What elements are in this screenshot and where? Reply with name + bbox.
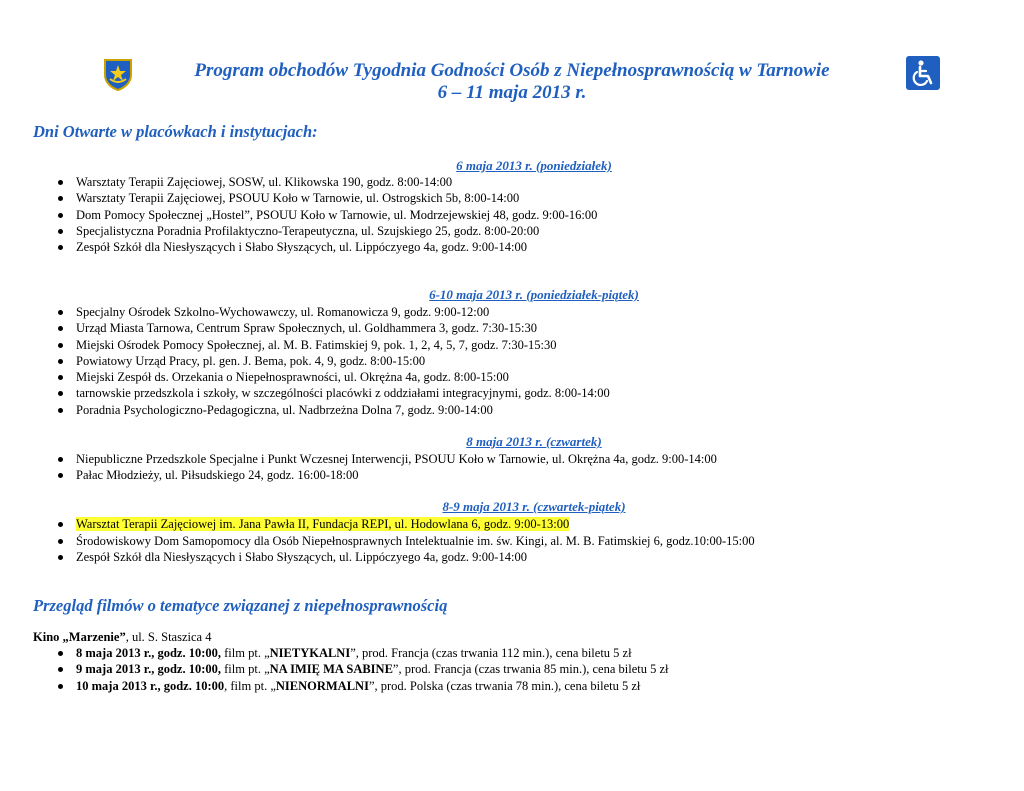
list-item: tarnowskie przedszkola i szkoły, w szczególności placówki z oddziałami integracyjnymi, godz. 8:00-14:00: [56, 385, 610, 401]
bullet-icon: [58, 359, 63, 364]
cinema-name: Kino „Marzenie”: [33, 630, 126, 644]
list-item: Warsztaty Terapii Zajęciowej, SOSW, ul. Klikowska 190, godz. 8:00-14:00: [56, 174, 597, 190]
date-heading: 6-10 maja 2013 r. (poniedziałek-piątek): [429, 287, 639, 302]
page-subtitle-dates: 6 – 11 maja 2013 r.: [437, 82, 587, 103]
date-heading: 8-9 maja 2013 r. (czwartek-piątek): [442, 499, 626, 514]
list-item: Powiatowy Urząd Pracy, pl. gen. J. Bema, pok. 4, 9, godz. 8:00-15:00: [56, 353, 610, 369]
bullet-icon: [58, 457, 63, 462]
bullet-icon: [58, 180, 63, 185]
bullet-icon: [58, 391, 63, 396]
bullet-icon: [58, 539, 63, 544]
list-item: Zespół Szkół dla Niesłyszących i Słabo Słyszących, ul. Lippóczyego 4a, godz. 9:00-14:00: [56, 549, 755, 565]
bullet-icon: [58, 196, 63, 201]
screening-item: 10 maja 2013 r., godz. 10:00, film pt. „NIENORMALNI”, prod. Polska (czas trwania 78 min.), cena biletu 5 zł: [56, 678, 669, 694]
screening-item: 8 maja 2013 r., godz. 10:00, film pt. „NIETYKALNI”, prod. Francja (czas trwania 112 min.), cena biletu 5 zł: [56, 645, 669, 661]
event-list: [56, 304, 610, 418]
bullet-icon: [58, 326, 63, 331]
highlighted-list-item: Warsztat Terapii Zajęciowej im. Jana Pawła II, Fundacja REPI, ul. Hodowlana 6, godz. 9:00-13:00: [56, 516, 569, 532]
bullet-icon: [58, 651, 63, 656]
event-list: [56, 174, 597, 255]
page-title: Program obchodów Tygodnia Godności Osób z Niepełnosprawnością w Tarnowie: [194, 60, 830, 81]
bullet-icon: [58, 667, 63, 672]
list-item: Zespół Szkół dla Niesłyszących i Słabo Słyszących, ul. Lippóczyego 4a, godz. 9:00-14:00: [56, 239, 597, 255]
date-heading: 8 maja 2013 r. (czwartek): [466, 434, 602, 449]
bullet-icon: [58, 229, 63, 234]
open-days-heading: Dni Otwarte w placówkach i instytucjach:: [33, 122, 318, 141]
event-list: [56, 515, 755, 566]
list-item: Środowiskowy Dom Samopomocy dla Osób Niepełnosprawnych Intelektualnie im. św. Kingi, al. M. B. Fatimskiej 6, godz.10:00-15:00: [56, 533, 755, 549]
list-item: Specjalny Ośrodek Szkolno-Wychowawczy, ul. Romanowicza 9, godz. 9:00-12:00: [56, 304, 610, 320]
list-item: Urząd Miasta Tarnowa, Centrum Spraw Społecznych, ul. Goldhammera 3, godz. 7:30-15:30: [56, 320, 610, 336]
bullet-icon: [58, 375, 63, 380]
bullet-icon: [58, 408, 63, 413]
bullet-icon: [58, 684, 63, 689]
event-list: [56, 451, 717, 484]
cinema-address: , ul. S. Staszica 4: [125, 630, 212, 644]
list-item: Warsztaty Terapii Zajęciowej, PSOUU Koło w Tarnowie, ul. Ostrogskich 5b, 8:00-14:00: [56, 190, 597, 206]
bullet-icon: [58, 555, 63, 560]
list-item: Miejski Ośrodek Pomocy Społecznej, al. M. B. Fatimskiej 9, pok. 1, 2, 4, 5, 7, godz. 7:30-15:30: [56, 337, 610, 353]
list-item: Poradnia Psychologiczno-Pedagogiczna, ul. Nadbrzeżna Dolna 7, godz. 9:00-14:00: [56, 402, 610, 418]
bullet-icon: [58, 213, 63, 218]
cinema-line: [33, 629, 211, 645]
list-item: Dom Pomocy Społecznej „Hostel”, PSOUU Koło w Tarnowie, ul. Modrzejewskiej 48, godz. 9:00-16:00: [56, 207, 597, 223]
date-heading: 6 maja 2013 r. (poniedziałek): [456, 158, 612, 173]
bullet-icon: [58, 310, 63, 315]
screening-item: 9 maja 2013 r., godz. 10:00, film pt. „NA IMIĘ MA SABINE”, prod. Francja (czas trwania 85 min.), cena biletu 5 zł: [56, 661, 669, 677]
wheelchair-icon: [906, 56, 940, 90]
bullet-icon: [58, 343, 63, 348]
list-item: Pałac Młodzieży, ul. Piłsudskiego 24, godz. 16:00-18:00: [56, 467, 717, 483]
list-item: Specjalistyczna Poradnia Profilaktyczno-Terapeutyczna, ul. Szujskiego 25, godz. 8:00-20:00: [56, 223, 597, 239]
bullet-icon: [58, 522, 63, 527]
screening-list: [56, 645, 669, 694]
bullet-icon: [58, 473, 63, 478]
list-item: Niepubliczne Przedszkole Specjalne i Punkt Wczesnej Interwencji, PSOUU Koło w Tarnowie, ul. Okrężna 4a, godz. 9:00-14:00: [56, 451, 717, 467]
films-heading: Przegląd filmów o tematyce związanej z niepełnosprawnością: [33, 596, 448, 615]
list-item: Miejski Zespół ds. Orzekania o Niepełnosprawności, ul. Okrężna 4a, godz. 8:00-15:00: [56, 369, 610, 385]
bullet-icon: [58, 245, 63, 250]
